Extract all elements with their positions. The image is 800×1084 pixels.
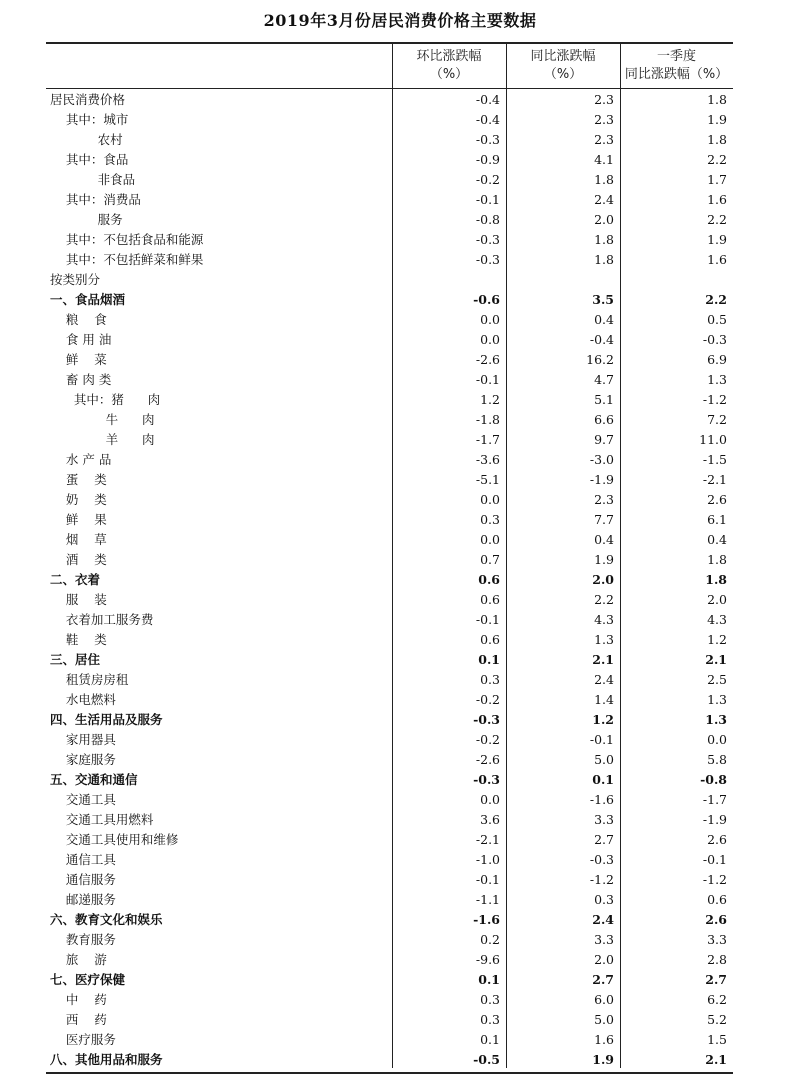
table-row	[46, 910, 733, 930]
yoy-value: 3.5	[592, 292, 614, 307]
row-label: 中 药	[50, 992, 107, 1007]
table-row	[46, 230, 733, 250]
yoy-value: 5.1	[594, 392, 614, 407]
table-row	[46, 950, 733, 970]
row-label: 家用器具	[50, 732, 116, 747]
q1-yoy-value: 2.2	[707, 212, 727, 227]
mom-value: 3.6	[480, 812, 500, 827]
mom-value: -0.3	[473, 712, 500, 727]
row-label: 蛋 类	[50, 472, 107, 487]
q1-yoy-value: 2.1	[705, 652, 727, 667]
yoy-value: 4.3	[594, 612, 614, 627]
row-label: 交通工具用燃料	[50, 812, 154, 827]
row-label: 鲜 菜	[50, 352, 107, 367]
yoy-value: -0.4	[589, 332, 614, 347]
yoy-value: 7.7	[594, 512, 614, 527]
mom-value: -0.9	[475, 152, 500, 167]
table-row	[46, 1010, 733, 1030]
table-row	[46, 430, 733, 450]
mom-value: -5.1	[475, 472, 500, 487]
table-row	[46, 550, 733, 570]
mom-value: -0.2	[475, 172, 500, 187]
row-label: 租赁房房租	[50, 672, 129, 687]
row-label: 旅 游	[50, 952, 107, 967]
table-row	[46, 1050, 733, 1070]
yoy-value: 1.8	[594, 252, 614, 267]
row-label: 其中：不包括食品和能源	[50, 232, 204, 247]
row-label: 交通工具	[50, 792, 116, 807]
q1-yoy-value: 1.7	[707, 172, 727, 187]
row-label: 一、食品烟酒	[50, 292, 126, 307]
table-header	[46, 44, 733, 89]
q1-yoy-value: 1.3	[707, 692, 727, 707]
row-label: 家庭服务	[50, 752, 116, 767]
q1-yoy-value: 7.2	[707, 412, 727, 427]
yoy-value: 2.0	[594, 952, 614, 967]
yoy-value: 0.4	[594, 312, 614, 327]
table-row	[46, 810, 733, 830]
mom-value: -0.1	[475, 372, 500, 387]
table-row	[46, 510, 733, 530]
q1-yoy-value: 2.5	[707, 672, 727, 687]
q1-yoy-value: 0.0	[707, 732, 727, 747]
table-row	[46, 250, 733, 270]
table-row	[46, 710, 733, 730]
row-label: 教育服务	[50, 932, 116, 947]
header-mom	[392, 44, 506, 88]
mom-value: 0.7	[480, 552, 500, 567]
table-row	[46, 830, 733, 850]
mom-value: 0.3	[480, 512, 500, 527]
table-row	[46, 390, 733, 410]
q1-yoy-value: 2.6	[707, 832, 727, 847]
mom-value: -0.3	[475, 252, 500, 267]
yoy-value: 2.3	[594, 132, 614, 147]
row-label: 非食品	[50, 172, 136, 187]
yoy-value: 4.1	[594, 152, 614, 167]
row-label: 五、交通和通信	[50, 772, 138, 787]
q1-yoy-value: 5.8	[707, 752, 727, 767]
table-row	[46, 470, 733, 490]
table-row	[46, 850, 733, 870]
mom-value: 0.6	[478, 572, 500, 587]
row-label: 通信工具	[50, 852, 116, 867]
q1-yoy-value: 2.2	[707, 152, 727, 167]
mom-value: 0.1	[478, 652, 500, 667]
q1-yoy-value: 1.8	[705, 572, 727, 587]
q1-yoy-value: 2.1	[705, 1052, 727, 1067]
mom-value: -2.1	[475, 832, 500, 847]
table-row	[46, 150, 733, 170]
table-row	[46, 530, 733, 550]
row-label: 七、医疗保健	[50, 972, 126, 987]
mom-value: -0.5	[473, 1052, 500, 1067]
table-row	[46, 990, 733, 1010]
row-label: 通信服务	[50, 872, 116, 887]
table-row	[46, 930, 733, 950]
row-label: 其中：猪 肉	[50, 392, 161, 407]
q1-yoy-value: 5.2	[707, 1012, 727, 1027]
yoy-value: 2.0	[592, 572, 614, 587]
q1-yoy-value: 2.7	[705, 972, 727, 987]
q1-yoy-value: 1.6	[707, 252, 727, 267]
mom-value: 0.2	[480, 932, 500, 947]
table-row	[46, 90, 733, 110]
q1-yoy-value: 1.8	[707, 132, 727, 147]
row-label: 其中：消费品	[50, 192, 141, 207]
row-label: 食 用 油	[50, 332, 112, 347]
header-yoy-line2: （%）	[543, 67, 583, 82]
header-yoy-line1: 同比涨跌幅	[530, 49, 596, 64]
yoy-value: 5.0	[594, 752, 614, 767]
table-row	[46, 610, 733, 630]
table-row	[46, 590, 733, 610]
yoy-value: 2.4	[594, 192, 614, 207]
mom-value: 0.0	[480, 332, 500, 347]
table-body	[46, 90, 733, 1070]
mom-value: -0.3	[475, 232, 500, 247]
yoy-value: 2.4	[594, 672, 614, 687]
q1-yoy-value: 0.4	[707, 532, 727, 547]
row-label: 奶 类	[50, 492, 107, 507]
row-label: 二、衣着	[50, 572, 101, 587]
row-label: 其中：城市	[50, 112, 129, 127]
table-row	[46, 630, 733, 650]
yoy-value: 3.3	[594, 812, 614, 827]
q1-yoy-value: 2.0	[707, 592, 727, 607]
mom-value: -0.3	[473, 772, 500, 787]
mom-value: 0.6	[480, 632, 500, 647]
yoy-value: 0.4	[594, 532, 614, 547]
mom-value: 0.3	[480, 992, 500, 1007]
q1-yoy-value: 2.6	[705, 912, 727, 927]
table-row	[46, 190, 733, 210]
q1-yoy-value: 11.0	[699, 432, 727, 447]
row-label: 西 药	[50, 1012, 107, 1027]
mom-value: -1.1	[475, 892, 500, 907]
mom-value: -0.3	[475, 132, 500, 147]
table-row	[46, 370, 733, 390]
row-label: 羊 肉	[50, 432, 155, 447]
table-row	[46, 730, 733, 750]
q1-yoy-value: 6.1	[707, 512, 727, 527]
yoy-value: 1.3	[594, 632, 614, 647]
row-label: 牛 肉	[50, 412, 155, 427]
table-row	[46, 330, 733, 350]
q1-yoy-value: -1.2	[702, 872, 727, 887]
q1-yoy-value: 0.6	[707, 892, 727, 907]
table-row	[46, 670, 733, 690]
q1-yoy-value: -2.1	[702, 472, 727, 487]
row-label: 粮 食	[50, 312, 107, 327]
table-row	[46, 970, 733, 990]
mom-value: -2.6	[475, 752, 500, 767]
q1-yoy-value: 1.9	[707, 232, 727, 247]
q1-yoy-value: 6.2	[707, 992, 727, 1007]
q1-yoy-value: 2.2	[705, 292, 727, 307]
yoy-value: 3.3	[594, 932, 614, 947]
mom-value: -0.1	[475, 872, 500, 887]
mom-value: -0.1	[475, 192, 500, 207]
row-label: 水电燃料	[50, 692, 116, 707]
q1-yoy-value: -0.3	[702, 332, 727, 347]
mom-value: -2.6	[475, 352, 500, 367]
header-yoy	[506, 44, 620, 88]
yoy-value: -1.6	[589, 792, 614, 807]
yoy-value: 2.3	[594, 92, 614, 107]
mom-value: -3.6	[475, 452, 500, 467]
row-label: 六、教育文化和娱乐	[50, 912, 163, 927]
q1-yoy-value: 1.5	[707, 1032, 727, 1047]
yoy-value: 1.8	[594, 172, 614, 187]
row-label: 水 产 品	[50, 452, 112, 467]
q1-yoy-value: 6.9	[707, 352, 727, 367]
table-row	[46, 870, 733, 890]
yoy-value: 9.7	[594, 432, 614, 447]
yoy-value: 16.2	[586, 352, 614, 367]
table-row	[46, 750, 733, 770]
q1-yoy-value: -0.1	[702, 852, 727, 867]
row-label: 其中：不包括鲜菜和鲜果	[50, 252, 204, 267]
yoy-value: 2.7	[594, 832, 614, 847]
mom-value: -1.8	[475, 412, 500, 427]
q1-yoy-value	[620, 270, 727, 290]
page-title: 2019年3月份居民消费价格主要数据	[263, 11, 537, 30]
mom-value: 0.3	[480, 1012, 500, 1027]
q1-yoy-value: -1.5	[702, 452, 727, 467]
table-row	[46, 490, 733, 510]
row-label: 农村	[50, 132, 123, 147]
row-label: 鞋 类	[50, 632, 107, 647]
yoy-value: 2.1	[592, 652, 614, 667]
yoy-value: 1.4	[594, 692, 614, 707]
mom-value: 0.0	[480, 792, 500, 807]
yoy-value: 2.7	[592, 972, 614, 987]
mom-value: 0.0	[480, 492, 500, 507]
q1-yoy-value: -1.9	[702, 812, 727, 827]
header-q1-line1: 一季度	[656, 49, 696, 64]
yoy-value: 5.0	[594, 1012, 614, 1027]
q1-yoy-value: -0.8	[700, 772, 727, 787]
table-row	[46, 130, 733, 150]
yoy-value: 1.9	[594, 552, 614, 567]
q1-yoy-value: 2.6	[707, 492, 727, 507]
q1-yoy-value: -1.7	[702, 792, 727, 807]
mom-value: -0.2	[475, 732, 500, 747]
q1-yoy-value: 3.3	[707, 932, 727, 947]
row-label: 其中：食品	[50, 152, 129, 167]
mom-value: -0.4	[475, 112, 500, 127]
mom-value: 0.0	[480, 312, 500, 327]
table-row	[46, 350, 733, 370]
mom-value: -0.8	[475, 212, 500, 227]
yoy-value: 1.6	[594, 1032, 614, 1047]
q1-yoy-value: 2.8	[707, 952, 727, 967]
q1-yoy-value: 0.5	[707, 312, 727, 327]
yoy-value: 4.7	[594, 372, 614, 387]
yoy-value: 1.9	[592, 1052, 614, 1067]
table-row	[46, 210, 733, 230]
table-row	[46, 790, 733, 810]
header-q1-line2: 同比涨跌幅（%）	[624, 67, 729, 82]
header-q1-yoy	[620, 44, 733, 88]
mom-value: -1.6	[473, 912, 500, 927]
yoy-value: -1.9	[589, 472, 614, 487]
q1-yoy-value: 1.2	[707, 632, 727, 647]
mom-value: 0.0	[480, 532, 500, 547]
q1-yoy-value: 1.3	[705, 712, 727, 727]
table-row	[46, 270, 733, 290]
table-row	[46, 650, 733, 670]
q1-yoy-value: -1.2	[702, 392, 727, 407]
row-label: 畜 肉 类	[50, 372, 112, 387]
mom-value: -1.0	[475, 852, 500, 867]
row-label: 医疗服务	[50, 1032, 116, 1047]
yoy-value: 2.0	[594, 212, 614, 227]
yoy-value: 0.3	[594, 892, 614, 907]
mom-value: 0.6	[480, 592, 500, 607]
table-row	[46, 570, 733, 590]
table-row	[46, 290, 733, 310]
row-label: 烟 草	[50, 532, 107, 547]
q1-yoy-value: 1.6	[707, 192, 727, 207]
yoy-value: 6.0	[594, 992, 614, 1007]
q1-yoy-value: 4.3	[707, 612, 727, 627]
q1-yoy-value: 1.8	[707, 92, 727, 107]
data-table	[46, 42, 733, 1074]
row-label: 按类别分	[50, 272, 101, 287]
header-mom-line2: （%）	[429, 67, 469, 82]
yoy-value: -0.1	[589, 732, 614, 747]
row-label: 服 装	[50, 592, 107, 607]
yoy-value: -1.2	[589, 872, 614, 887]
mom-value: 0.3	[480, 672, 500, 687]
q1-yoy-value: 1.8	[707, 552, 727, 567]
table-row	[46, 450, 733, 470]
header-mom-line1: 环比涨跌幅	[416, 49, 482, 64]
row-label: 酒 类	[50, 552, 107, 567]
row-label: 服务	[50, 212, 123, 227]
mom-value: -0.6	[473, 292, 500, 307]
mom-value: -9.6	[475, 952, 500, 967]
row-label: 居民消费价格	[50, 92, 126, 107]
table-row	[46, 170, 733, 190]
mom-value: -0.1	[475, 612, 500, 627]
q1-yoy-value: 1.9	[707, 112, 727, 127]
yoy-value: 2.3	[594, 112, 614, 127]
table-row	[46, 890, 733, 910]
row-label: 鲜 果	[50, 512, 107, 527]
yoy-value: 1.8	[594, 232, 614, 247]
mom-value: 1.2	[480, 392, 500, 407]
yoy-value: 0.1	[592, 772, 614, 787]
yoy-value: 2.4	[592, 912, 614, 927]
table-row	[46, 1030, 733, 1050]
yoy-value: -0.3	[589, 852, 614, 867]
yoy-value: -3.0	[589, 452, 614, 467]
yoy-value: 2.2	[594, 592, 614, 607]
table-row	[46, 770, 733, 790]
yoy-value: 6.6	[594, 412, 614, 427]
table-row	[46, 690, 733, 710]
table-row	[46, 110, 733, 130]
row-label: 邮递服务	[50, 892, 116, 907]
yoy-value	[506, 270, 614, 290]
q1-yoy-value: 1.3	[707, 372, 727, 387]
table-row	[46, 310, 733, 330]
row-label: 三、居住	[50, 652, 101, 667]
mom-value: -0.4	[475, 92, 500, 107]
mom-value: -0.2	[475, 692, 500, 707]
yoy-value: 1.2	[592, 712, 614, 727]
row-label: 八、其他用品和服务	[50, 1052, 163, 1067]
row-label: 交通工具使用和维修	[50, 832, 179, 847]
yoy-value: 2.3	[594, 492, 614, 507]
row-label: 衣着加工服务费	[50, 612, 154, 627]
mom-value: 0.1	[478, 972, 500, 987]
mom-value	[392, 270, 500, 290]
row-label: 四、生活用品及服务	[50, 712, 163, 727]
mom-value: -1.7	[475, 432, 500, 447]
mom-value: 0.1	[480, 1032, 500, 1047]
table-row	[46, 410, 733, 430]
